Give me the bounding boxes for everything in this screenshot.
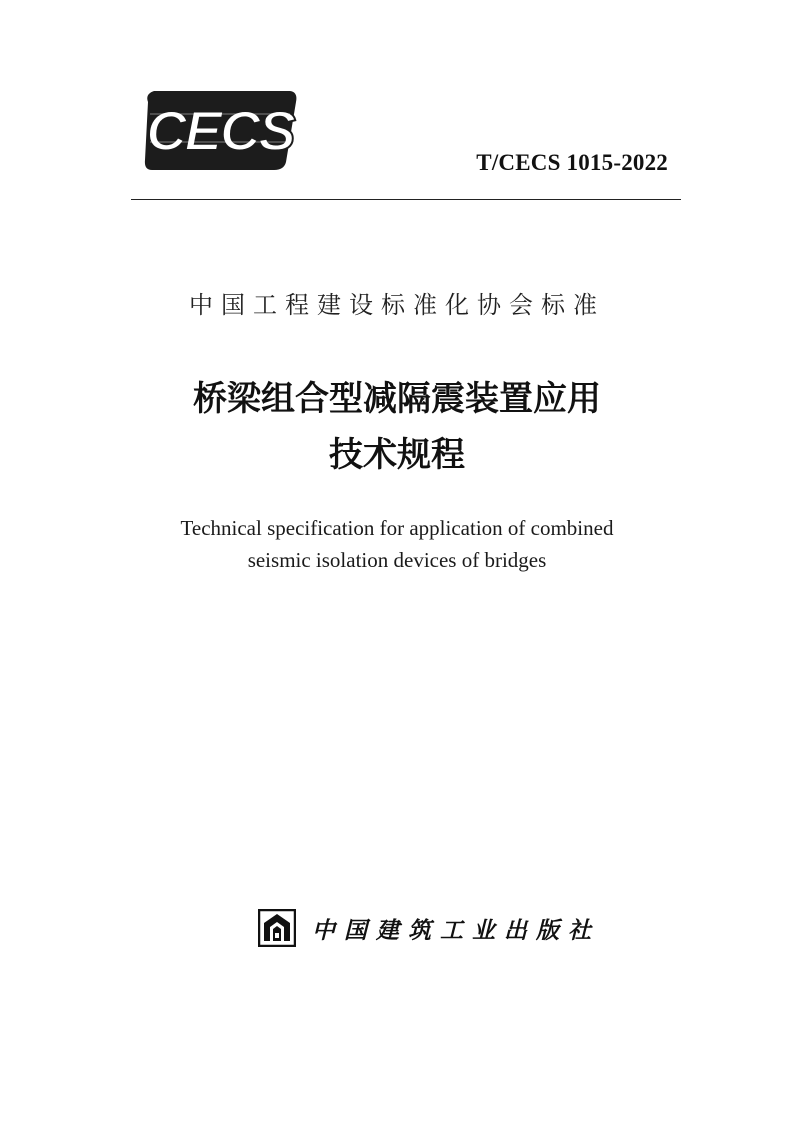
publisher: [258, 908, 600, 948]
association-name: 中国工程建设标准化协会标准: [189, 291, 605, 319]
publisher-name: 中国建筑工业出版社: [312, 916, 600, 944]
header-divider: [131, 199, 681, 200]
standard-number: T/CECS 1015-2022: [476, 150, 668, 175]
english-title-line-1: Technical specification for application of combined: [180, 516, 614, 540]
cecs-logo: [140, 84, 300, 174]
svg-text:CECS: CECS: [146, 99, 294, 162]
english-title: [0, 512, 794, 576]
chinese-title-line-2: 技术规程: [329, 435, 465, 475]
english-title-line-2: seismic isolation devices of bridges: [247, 548, 547, 572]
chinese-title-line-1: 桥梁组合型减隔震装置应用: [193, 379, 601, 419]
publisher-logo-icon: [258, 909, 296, 947]
chinese-title: [0, 371, 794, 483]
